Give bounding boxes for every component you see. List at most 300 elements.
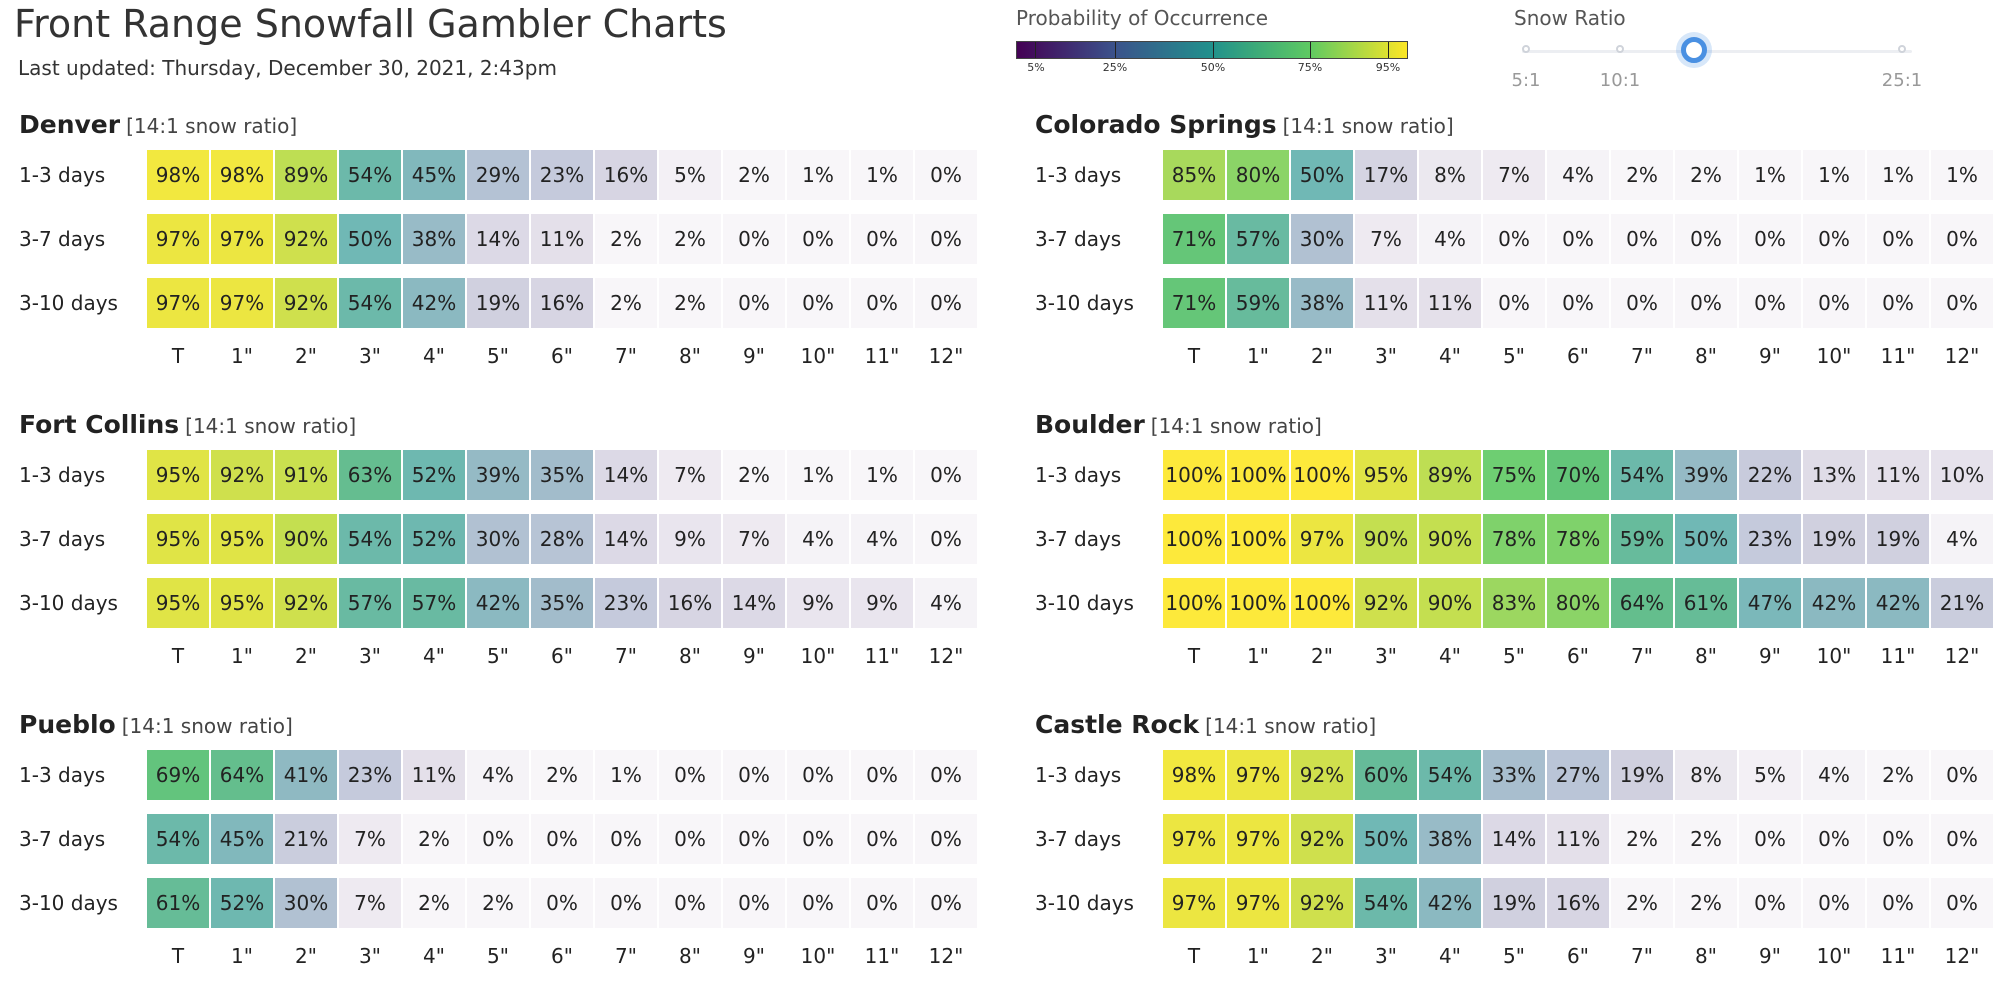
- column-label: 2": [295, 644, 317, 668]
- heatmap-cell: 95%: [211, 514, 273, 564]
- heatmap-cell: 14%: [595, 450, 657, 500]
- heatmap-cell: 4%: [1931, 514, 1993, 564]
- column-label: 9": [743, 944, 765, 968]
- heatmap-cell: 0%: [1739, 214, 1801, 264]
- column-label: 11": [1880, 644, 1916, 668]
- heatmap-cell: 1%: [595, 750, 657, 800]
- column-label: 12": [1944, 644, 1980, 668]
- heatmap-cell: 0%: [787, 278, 849, 328]
- heatmap-cell: 52%: [403, 450, 465, 500]
- column-label: 6": [1567, 344, 1589, 368]
- heatmap-cell: 21%: [1931, 578, 1993, 628]
- heatmap-cell: 0%: [723, 750, 785, 800]
- heatmap-cell: 100%: [1291, 578, 1353, 628]
- heatmap-cell: 39%: [467, 450, 529, 500]
- column-label: 12": [928, 644, 964, 668]
- city-name: Colorado Springs: [1035, 110, 1277, 139]
- column-label: 5": [1503, 644, 1525, 668]
- heatmap-cell: 11%: [1419, 278, 1481, 328]
- column-label: 10": [1816, 344, 1852, 368]
- heatmap-cell: 0%: [1867, 814, 1929, 864]
- snow-ratio-slider[interactable]: [1508, 6, 1928, 91]
- heatmap-cell: 4%: [851, 514, 913, 564]
- heatmap-cell: 100%: [1227, 514, 1289, 564]
- row-label: 3-10 days: [19, 591, 118, 615]
- heatmap-cell: 30%: [467, 514, 529, 564]
- slider-step-dot[interactable]: [1616, 45, 1624, 53]
- column-label: 6": [551, 944, 573, 968]
- legend-tick: [1388, 42, 1389, 58]
- column-label: 9": [1759, 644, 1781, 668]
- heatmap-cell: 0%: [1739, 814, 1801, 864]
- row-label: 3-7 days: [1035, 827, 1122, 851]
- heatmap-cell: 16%: [595, 150, 657, 200]
- heatmap-cell: 80%: [1547, 578, 1609, 628]
- heatmap-cell: 0%: [1931, 750, 1993, 800]
- column-label: 9": [1759, 944, 1781, 968]
- heatmap-cell: 2%: [1611, 814, 1673, 864]
- legend-label: 5%: [1027, 61, 1045, 74]
- heatmap-cell: 64%: [211, 750, 273, 800]
- row-label: 3-10 days: [1035, 591, 1134, 615]
- heatmap-cell: 1%: [1803, 150, 1865, 200]
- row-label: 3-7 days: [1035, 227, 1122, 251]
- heatmap-cell: 7%: [1483, 150, 1545, 200]
- row-label: 1-3 days: [19, 163, 106, 187]
- heatmap-cell: 4%: [1547, 150, 1609, 200]
- heatmap-cell: 4%: [787, 514, 849, 564]
- heatmap-cell: 0%: [723, 214, 785, 264]
- column-label: 11": [1880, 344, 1916, 368]
- heatmap-cell: 71%: [1163, 214, 1225, 264]
- heatmap-cell: 2%: [1675, 814, 1737, 864]
- column-label: 3": [1375, 944, 1397, 968]
- heatmap-cell: 0%: [915, 878, 977, 928]
- heatmap-cell: 2%: [659, 278, 721, 328]
- heatmap-cell: 97%: [1227, 878, 1289, 928]
- heatmap-cell: 0%: [1931, 878, 1993, 928]
- row-label: 3-10 days: [1035, 291, 1134, 315]
- heatmap-cell: 0%: [1611, 214, 1673, 264]
- heatmap-cell: 1%: [1867, 150, 1929, 200]
- heatmap-cell: 54%: [147, 814, 209, 864]
- column-label: 8": [679, 644, 701, 668]
- column-label: 1": [1247, 644, 1269, 668]
- heatmap-cell: 98%: [211, 150, 273, 200]
- slider-label: 10:1: [1599, 70, 1641, 91]
- heatmap-cell: 0%: [1483, 214, 1545, 264]
- heatmap-cell: 92%: [1291, 750, 1353, 800]
- heatmap-cell: 57%: [403, 578, 465, 628]
- snow-ratio-title: Snow Ratio: [1514, 6, 1626, 30]
- heatmap-cell: 85%: [1163, 150, 1225, 200]
- panel-header: [19, 410, 356, 439]
- heatmap-cell: 54%: [339, 150, 401, 200]
- heatmap-cell: 0%: [1483, 278, 1545, 328]
- heatmap-cell: 2%: [1867, 750, 1929, 800]
- slider-label: 25:1: [1881, 70, 1923, 91]
- heatmap-cell: 2%: [531, 750, 593, 800]
- heatmap-cell: 38%: [403, 214, 465, 264]
- slider-handle[interactable]: [1681, 37, 1707, 63]
- heatmap-cell: 92%: [275, 578, 337, 628]
- column-label: 3": [359, 944, 381, 968]
- heatmap-cell: 42%: [1867, 578, 1929, 628]
- heatmap-cell: 42%: [403, 278, 465, 328]
- heatmap-cell: 92%: [211, 450, 273, 500]
- heatmap-cell: 83%: [1483, 578, 1545, 628]
- slider-step-dot[interactable]: [1522, 45, 1530, 53]
- heatmap-cell: 45%: [211, 814, 273, 864]
- column-label: 10": [1816, 644, 1852, 668]
- panel-header: [1035, 710, 1376, 739]
- heatmap-cell: 13%: [1803, 450, 1865, 500]
- heatmap-cell: 59%: [1227, 278, 1289, 328]
- heatmap-cell: 0%: [1803, 214, 1865, 264]
- heatmap-cell: 100%: [1227, 450, 1289, 500]
- heatmap-cell: 2%: [595, 214, 657, 264]
- heatmap-cell: 0%: [851, 750, 913, 800]
- panel-header: [19, 710, 293, 739]
- heatmap-cell: 97%: [211, 278, 273, 328]
- column-label: 10": [1816, 944, 1852, 968]
- column-label: 11": [864, 344, 900, 368]
- heatmap-cell: 97%: [147, 214, 209, 264]
- heatmap-cell: 10%: [1931, 450, 1993, 500]
- column-label: 4": [423, 944, 445, 968]
- heatmap-cell: 98%: [1163, 750, 1225, 800]
- heatmap-cell: 0%: [467, 814, 529, 864]
- heatmap-cell: 0%: [531, 814, 593, 864]
- heatmap-cell: 95%: [147, 578, 209, 628]
- heatmap-cell: 0%: [1739, 278, 1801, 328]
- column-label: 7": [1631, 344, 1653, 368]
- row-label: 1-3 days: [1035, 763, 1122, 787]
- column-label: 6": [551, 344, 573, 368]
- row-label: 3-10 days: [19, 891, 118, 915]
- column-label: 1": [231, 344, 253, 368]
- heatmap-cell: 1%: [1931, 150, 1993, 200]
- heatmap-cell: 52%: [211, 878, 273, 928]
- heatmap-cell: 50%: [339, 214, 401, 264]
- heatmap-cell: 39%: [1675, 450, 1737, 500]
- heatmap-cell: 2%: [467, 878, 529, 928]
- heatmap-cell: 0%: [1867, 214, 1929, 264]
- heatmap-cell: 47%: [1739, 578, 1801, 628]
- heatmap-cell: 1%: [1739, 150, 1801, 200]
- heatmap-cell: 23%: [595, 578, 657, 628]
- heatmap-cell: 2%: [595, 278, 657, 328]
- heatmap-cell: 0%: [915, 450, 977, 500]
- heatmap-cell: 0%: [787, 750, 849, 800]
- heatmap-cell: 7%: [723, 514, 785, 564]
- column-label: 2": [1311, 344, 1333, 368]
- heatmap-cell: 0%: [1803, 814, 1865, 864]
- heatmap-cell: 90%: [1419, 514, 1481, 564]
- row-label: 3-7 days: [19, 227, 106, 251]
- column-label: 5": [1503, 344, 1525, 368]
- heatmap-cell: 0%: [915, 814, 977, 864]
- heatmap-cell: 0%: [915, 514, 977, 564]
- heatmap-cell: 97%: [1163, 814, 1225, 864]
- heatmap-cell: 17%: [1355, 150, 1417, 200]
- heatmap-cell: 11%: [403, 750, 465, 800]
- heatmap-cell: 50%: [1675, 514, 1737, 564]
- heatmap-cell: 2%: [403, 814, 465, 864]
- column-label: 12": [928, 944, 964, 968]
- heatmap-cell: 11%: [1355, 278, 1417, 328]
- heatmap-cell: 95%: [147, 514, 209, 564]
- heatmap-cell: 0%: [1931, 214, 1993, 264]
- row-label: 1-3 days: [1035, 463, 1122, 487]
- heatmap-cell: 28%: [531, 514, 593, 564]
- heatmap-cell: 16%: [1547, 878, 1609, 928]
- column-label: 5": [487, 644, 509, 668]
- heatmap-cell: 11%: [531, 214, 593, 264]
- legend-label: 50%: [1200, 61, 1226, 74]
- heatmap-cell: 95%: [147, 450, 209, 500]
- legend-tick: [1213, 42, 1214, 58]
- row-label: 3-10 days: [19, 291, 118, 315]
- heatmap-cell: 35%: [531, 450, 593, 500]
- heatmap-cell: 38%: [1419, 814, 1481, 864]
- heatmap-cell: 35%: [531, 578, 593, 628]
- column-label: 7": [615, 344, 637, 368]
- column-label: 1": [231, 644, 253, 668]
- heatmap-cell: 42%: [467, 578, 529, 628]
- heatmap-cell: 0%: [659, 814, 721, 864]
- column-label: 8": [1695, 944, 1717, 968]
- heatmap-cell: 30%: [1291, 214, 1353, 264]
- heatmap-cell: 0%: [1675, 278, 1737, 328]
- heatmap-cell: 23%: [1739, 514, 1801, 564]
- heatmap-cell: 1%: [851, 150, 913, 200]
- city-snow-ratio: [14:1 snow ratio]: [185, 414, 357, 438]
- heatmap-cell: 38%: [1291, 278, 1353, 328]
- heatmap-cell: 1%: [851, 450, 913, 500]
- column-label: 7": [615, 644, 637, 668]
- row-label: 3-10 days: [1035, 891, 1134, 915]
- heatmap-cell: 0%: [1739, 878, 1801, 928]
- heatmap-cell: 2%: [1611, 150, 1673, 200]
- heatmap-cell: 78%: [1483, 514, 1545, 564]
- heatmap-cell: 4%: [1803, 750, 1865, 800]
- heatmap-cell: 0%: [851, 878, 913, 928]
- heatmap-cell: 0%: [787, 814, 849, 864]
- column-label: 4": [1439, 644, 1461, 668]
- column-label: 4": [1439, 944, 1461, 968]
- heatmap-cell: 2%: [1675, 150, 1737, 200]
- heatmap-cell: 57%: [1227, 214, 1289, 264]
- column-label: 1": [1247, 344, 1269, 368]
- heatmap-cell: 0%: [787, 214, 849, 264]
- column-label: 6": [1567, 944, 1589, 968]
- column-label: 9": [743, 644, 765, 668]
- heatmap-cell: 63%: [339, 450, 401, 500]
- probability-legend: [1016, 6, 1412, 75]
- column-label: 1": [231, 944, 253, 968]
- heatmap-cell: 97%: [147, 278, 209, 328]
- slider-step-dot[interactable]: [1898, 45, 1906, 53]
- column-label: 7": [615, 944, 637, 968]
- column-label: T: [171, 344, 185, 368]
- city-snow-ratio: [14:1 snow ratio]: [126, 114, 298, 138]
- row-label: 1-3 days: [1035, 163, 1122, 187]
- heatmap-cell: 0%: [1931, 814, 1993, 864]
- heatmap-cell: 2%: [1611, 878, 1673, 928]
- heatmap-cell: 30%: [275, 878, 337, 928]
- column-label: 10": [800, 344, 836, 368]
- heatmap-cell: 0%: [723, 814, 785, 864]
- heatmap-cell: 14%: [595, 514, 657, 564]
- heatmap-cell: 52%: [403, 514, 465, 564]
- heatmap-cell: 0%: [915, 150, 977, 200]
- column-label: 2": [1311, 644, 1333, 668]
- column-label: T: [171, 644, 185, 668]
- heatmap-cell: 14%: [723, 578, 785, 628]
- heatmap-cell: 7%: [339, 814, 401, 864]
- column-label: 9": [743, 344, 765, 368]
- heatmap-cell: 33%: [1483, 750, 1545, 800]
- heatmap-cell: 19%: [467, 278, 529, 328]
- heatmap-cell: 1%: [787, 150, 849, 200]
- heatmap-cell: 97%: [211, 214, 273, 264]
- heatmap-cell: 23%: [339, 750, 401, 800]
- heatmap-cell: 16%: [659, 578, 721, 628]
- heatmap-cell: 61%: [147, 878, 209, 928]
- column-label: 5": [1503, 944, 1525, 968]
- column-label: 8": [679, 944, 701, 968]
- heatmap-cell: 0%: [723, 878, 785, 928]
- heatmap-cell: 4%: [467, 750, 529, 800]
- column-label: 10": [800, 644, 836, 668]
- column-label: 11": [1880, 944, 1916, 968]
- heatmap-cell: 100%: [1163, 578, 1225, 628]
- heatmap-cell: 0%: [659, 878, 721, 928]
- heatmap-cell: 0%: [723, 278, 785, 328]
- column-label: 5": [487, 344, 509, 368]
- heatmap-cell: 0%: [595, 814, 657, 864]
- column-label: 3": [1375, 644, 1397, 668]
- heatmap-cell: 97%: [1227, 814, 1289, 864]
- heatmap-cell: 11%: [1547, 814, 1609, 864]
- heatmap-cell: 0%: [1931, 278, 1993, 328]
- heatmap-cell: 19%: [1867, 514, 1929, 564]
- heatmap-cell: 91%: [275, 450, 337, 500]
- heatmap-cell: 41%: [275, 750, 337, 800]
- legend-colorbar: [1016, 41, 1408, 59]
- heatmap-cell: 2%: [723, 150, 785, 200]
- heatmap-cell: 8%: [1419, 150, 1481, 200]
- heatmap-cell: 50%: [1355, 814, 1417, 864]
- city-snow-ratio: [14:1 snow ratio]: [1282, 114, 1454, 138]
- heatmap-cell: 11%: [1867, 450, 1929, 500]
- heatmap-cell: 100%: [1163, 514, 1225, 564]
- column-label: 11": [864, 944, 900, 968]
- heatmap-cell: 0%: [659, 750, 721, 800]
- column-label: 7": [1631, 644, 1653, 668]
- heatmap-cell: 97%: [1227, 750, 1289, 800]
- row-label: 1-3 days: [19, 463, 106, 487]
- column-label: 2": [1311, 944, 1333, 968]
- row-label: 3-7 days: [1035, 527, 1122, 551]
- heatmap-cell: 90%: [275, 514, 337, 564]
- heatmap-cell: 100%: [1291, 450, 1353, 500]
- heatmap-cell: 14%: [467, 214, 529, 264]
- legend-label: 95%: [1375, 61, 1401, 74]
- heatmap-cell: 92%: [275, 278, 337, 328]
- panel-header: [1035, 110, 1454, 139]
- heatmap-cell: 0%: [595, 878, 657, 928]
- column-label: 5": [487, 944, 509, 968]
- heatmap-cell: 0%: [787, 878, 849, 928]
- city-name: Fort Collins: [19, 410, 180, 439]
- column-label: T: [171, 944, 185, 968]
- heatmap-cell: 14%: [1483, 814, 1545, 864]
- heatmap-cell: 45%: [403, 150, 465, 200]
- heatmap-cell: 19%: [1611, 750, 1673, 800]
- slider-track[interactable]: [1522, 50, 1912, 53]
- heatmap-cell: 60%: [1355, 750, 1417, 800]
- row-label: 1-3 days: [19, 763, 106, 787]
- heatmap-cell: 0%: [1675, 214, 1737, 264]
- heatmap-cell: 2%: [403, 878, 465, 928]
- legend-tick: [1035, 42, 1036, 58]
- heatmap-cell: 64%: [1611, 578, 1673, 628]
- heatmap-cell: 7%: [1355, 214, 1417, 264]
- heatmap-cell: 2%: [1675, 878, 1737, 928]
- heatmap-cell: 16%: [531, 278, 593, 328]
- heatmap-cell: 19%: [1483, 878, 1545, 928]
- column-label: 3": [359, 644, 381, 668]
- column-label: 11": [864, 644, 900, 668]
- heatmap-cell: 42%: [1803, 578, 1865, 628]
- heatmap-cell: 71%: [1163, 278, 1225, 328]
- heatmap-cell: 90%: [1355, 514, 1417, 564]
- heatmap-cell: 29%: [467, 150, 529, 200]
- heatmap-cell: 54%: [339, 514, 401, 564]
- heatmap-cell: 9%: [659, 514, 721, 564]
- heatmap-cell: 92%: [1355, 578, 1417, 628]
- legend-tick: [1115, 42, 1116, 58]
- heatmap-cell: 1%: [787, 450, 849, 500]
- heatmap-cell: 59%: [1611, 514, 1673, 564]
- column-label: 8": [679, 344, 701, 368]
- heatmap-cell: 5%: [659, 150, 721, 200]
- heatmap-cell: 78%: [1547, 514, 1609, 564]
- heatmap-cell: 97%: [1291, 514, 1353, 564]
- column-label: 9": [1759, 344, 1781, 368]
- heatmap-cell: 0%: [915, 278, 977, 328]
- heatmap-cell: 0%: [1547, 278, 1609, 328]
- column-label: T: [1187, 344, 1201, 368]
- heatmap-cell: 0%: [1803, 278, 1865, 328]
- heatmap-cell: 4%: [915, 578, 977, 628]
- heatmap-cell: 75%: [1483, 450, 1545, 500]
- column-label: T: [1187, 944, 1201, 968]
- heatmap-cell: 9%: [851, 578, 913, 628]
- heatmap-cell: 80%: [1227, 150, 1289, 200]
- heatmap-cell: 54%: [1611, 450, 1673, 500]
- heatmap-cell: 97%: [1163, 878, 1225, 928]
- column-label: 3": [1375, 344, 1397, 368]
- heatmap-cell: 54%: [339, 278, 401, 328]
- heatmap-cell: 5%: [1739, 750, 1801, 800]
- heatmap-cell: 89%: [1419, 450, 1481, 500]
- row-label: 3-7 days: [19, 827, 106, 851]
- slider-label: 5:1: [1511, 70, 1541, 91]
- panel-header: [19, 110, 297, 139]
